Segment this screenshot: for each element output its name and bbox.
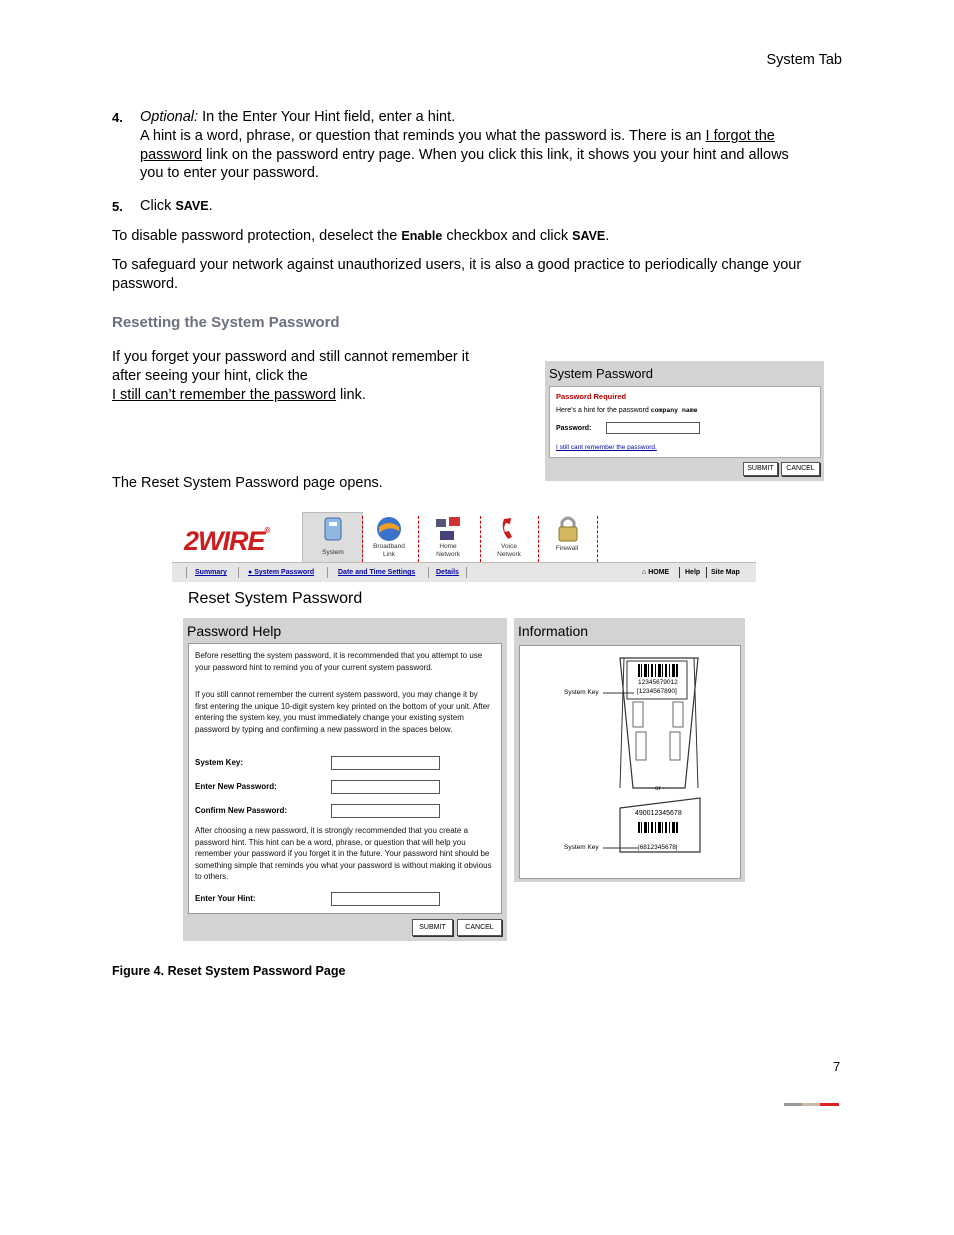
sub-navigation: [172, 562, 756, 582]
information-body: [519, 645, 741, 879]
nav-home[interactable]: [642, 569, 669, 576]
tab-divider: [597, 516, 598, 562]
brand-logo: [184, 526, 269, 557]
step-4-line3: [140, 146, 789, 165]
system-password-screenshot: [545, 361, 824, 481]
step-4-line4: you to enter your password.: [140, 165, 319, 181]
information-panel: [514, 618, 745, 882]
help-para-2: If you still cannot remember the current system password, you may change it by first entering the unique 10-digit system key printed on the bottom of your unit. After entering the system key, you must immediately change your existing system password by typing and confirming a new password in the spaces below.: [195, 690, 490, 734]
system-password-box: [549, 386, 821, 458]
nav-system-password[interactable]: ● System Password: [248, 569, 315, 576]
system-key-input[interactable]: [331, 756, 440, 770]
still-cant-remember-link[interactable]: I still can’t remember the password: [112, 387, 337, 403]
reset-password-figure: [172, 512, 756, 942]
step-4-text: In the Enter Your Hint field, enter a hint.: [198, 109, 456, 125]
barcode-bottom-number: 490012345678: [635, 810, 682, 817]
step-5-click: Click: [140, 198, 176, 214]
save-keyword-2: SAVE: [572, 229, 606, 243]
disable-text-a: To disable password protection, deselect the: [112, 228, 402, 244]
password-help-title: Password Help: [187, 623, 282, 639]
tab-home-network-label[interactable]: Home Network: [436, 543, 460, 558]
hint-label: Enter Your Hint:: [195, 894, 256, 903]
confirm-password-label: Confirm New Password:: [195, 806, 288, 815]
barcode-top: [638, 664, 678, 677]
page-number: 7: [833, 1059, 841, 1074]
system-key-top-label: System Key: [564, 689, 599, 696]
nav-home-label: HOME: [648, 569, 670, 576]
nav-site-map[interactable]: Site Map: [711, 569, 740, 576]
optional-label: Optional:: [140, 109, 199, 125]
tab-system[interactable]: [302, 512, 363, 564]
system-icon: [321, 516, 345, 544]
password-help-body: [188, 643, 502, 914]
figure-caption: Figure 4. Reset System Password Page: [112, 964, 346, 978]
running-header: System Tab: [766, 52, 842, 68]
nav-divider: [706, 567, 707, 578]
step-4-line2: [140, 127, 840, 146]
padlock-icon: [555, 514, 581, 544]
submit-button-small[interactable]: SUBMIT: [743, 462, 778, 476]
tab-divider: [480, 516, 481, 562]
nav-summary[interactable]: Summary: [195, 569, 227, 576]
footer-bar-tan: [802, 1103, 820, 1106]
step-4-line1: [140, 108, 455, 127]
tab-system-label: System: [322, 549, 344, 556]
home-network-icon: [434, 515, 462, 543]
footer-bar-red: [820, 1103, 839, 1106]
system-key-bottom-value: |6812345678|: [638, 844, 678, 851]
enable-keyword: Enable: [401, 229, 443, 243]
still-cant-remember-small-link[interactable]: I still cant remember the password.: [556, 444, 657, 451]
tab-divider: [418, 516, 419, 562]
reset-page-opens: The Reset System Password page opens.: [112, 475, 383, 491]
cancel-button-small[interactable]: CANCEL: [781, 462, 820, 476]
unit-bottom-diagram: [520, 646, 740, 878]
password-help-panel: [183, 618, 507, 941]
step-5-end: .: [208, 198, 213, 214]
logo-text: 2WIRE: [184, 526, 265, 556]
disable-end: .: [605, 228, 610, 244]
password-input[interactable]: [606, 422, 700, 434]
step-4-text2: A hint is a word, phrase, or question that reminds you what the password is. There is an: [140, 128, 706, 144]
hint-input[interactable]: [331, 892, 440, 906]
footer-bar-gray: [784, 1103, 802, 1106]
system-key-top-value: [1234567890]: [637, 688, 677, 695]
tab-divider: [362, 516, 363, 562]
nav-divider: [327, 567, 328, 578]
submit-button[interactable]: SUBMIT: [412, 919, 453, 936]
password-required-label: Password Required: [556, 392, 627, 401]
forget-line1: If you forget your password and still cannot remember it: [112, 349, 470, 365]
home-icon: ⌂: [642, 569, 647, 576]
tab-broadband-label[interactable]: Broadband Link: [373, 543, 405, 558]
tab-divider: [538, 516, 539, 562]
system-key-bottom-label: System Key: [564, 844, 599, 851]
nav-divider: [679, 567, 680, 578]
new-password-label: Enter New Password:: [195, 782, 277, 791]
barcode-top-number: 12345679012: [638, 679, 678, 686]
hint-value: company name: [650, 407, 698, 414]
step-4-number: 4.: [112, 110, 123, 125]
safeguard-line2: password.: [112, 276, 179, 292]
help-para-3: After choosing a new password, it is strongly recommended that you create a password hint. This hint can be a word, phrase, or question that will help you remember your password if you forget it in the future. Your password hint should be something simple that reminds you what your password is without making it obvious to others.: [195, 826, 492, 881]
barcode-bottom: [638, 822, 678, 833]
forget-line2: after seeing your hint, click the: [112, 368, 308, 384]
nav-divider: [238, 567, 239, 578]
forget-end: link.: [336, 387, 366, 403]
system-password-title: System Password: [549, 366, 654, 381]
broadband-globe-icon: [375, 515, 403, 543]
nav-divider: [428, 567, 429, 578]
section-heading: Resetting the System Password: [112, 314, 340, 331]
nav-divider: [186, 567, 187, 578]
nav-details[interactable]: Details: [436, 569, 459, 576]
phone-icon: [498, 515, 522, 543]
cancel-button[interactable]: CANCEL: [457, 919, 502, 936]
information-title: Information: [518, 623, 589, 639]
hint-text: Here's a hint for the password: [556, 407, 649, 414]
step-5-text: [140, 197, 213, 216]
tab-voice-network-label[interactable]: Voice Network: [497, 543, 521, 558]
tab-firewall-label[interactable]: Firewall: [555, 545, 579, 552]
password-label: Password:: [556, 425, 592, 432]
reset-page-title: Reset System Password: [188, 590, 363, 607]
or-label: - or -: [651, 785, 665, 792]
new-password-input[interactable]: [331, 780, 440, 794]
forgot-password-link[interactable]: I forgot the: [705, 128, 775, 144]
step-4-text3: link on the password entry page. When you click this link, it shows you your hint and allows: [202, 147, 789, 163]
forget-line3: [112, 386, 366, 405]
nav-help[interactable]: Help: [685, 569, 701, 576]
save-keyword: SAVE: [175, 199, 209, 213]
help-para-1: Before resetting the system password, it is recommended that you attempt to use your password hint to remind you of your current system password.: [195, 651, 483, 672]
step-5-number: 5.: [112, 199, 123, 214]
nav-divider: [466, 567, 467, 578]
system-key-label: System Key:: [195, 758, 244, 767]
disable-text-b: checkbox and click: [442, 228, 573, 244]
nav-system-password-label: System Password: [254, 569, 315, 576]
forgot-password-link-2[interactable]: password: [140, 147, 203, 163]
hint-line: [556, 406, 698, 415]
disable-paragraph: [112, 227, 609, 246]
nav-date-time[interactable]: Date and Time Settings: [338, 569, 416, 576]
logo-reg: ®: [264, 526, 270, 535]
confirm-password-input[interactable]: [331, 804, 440, 818]
safeguard-line1: To safeguard your network against unauthorized users, it is also a good practice to periodically change your: [112, 257, 802, 273]
